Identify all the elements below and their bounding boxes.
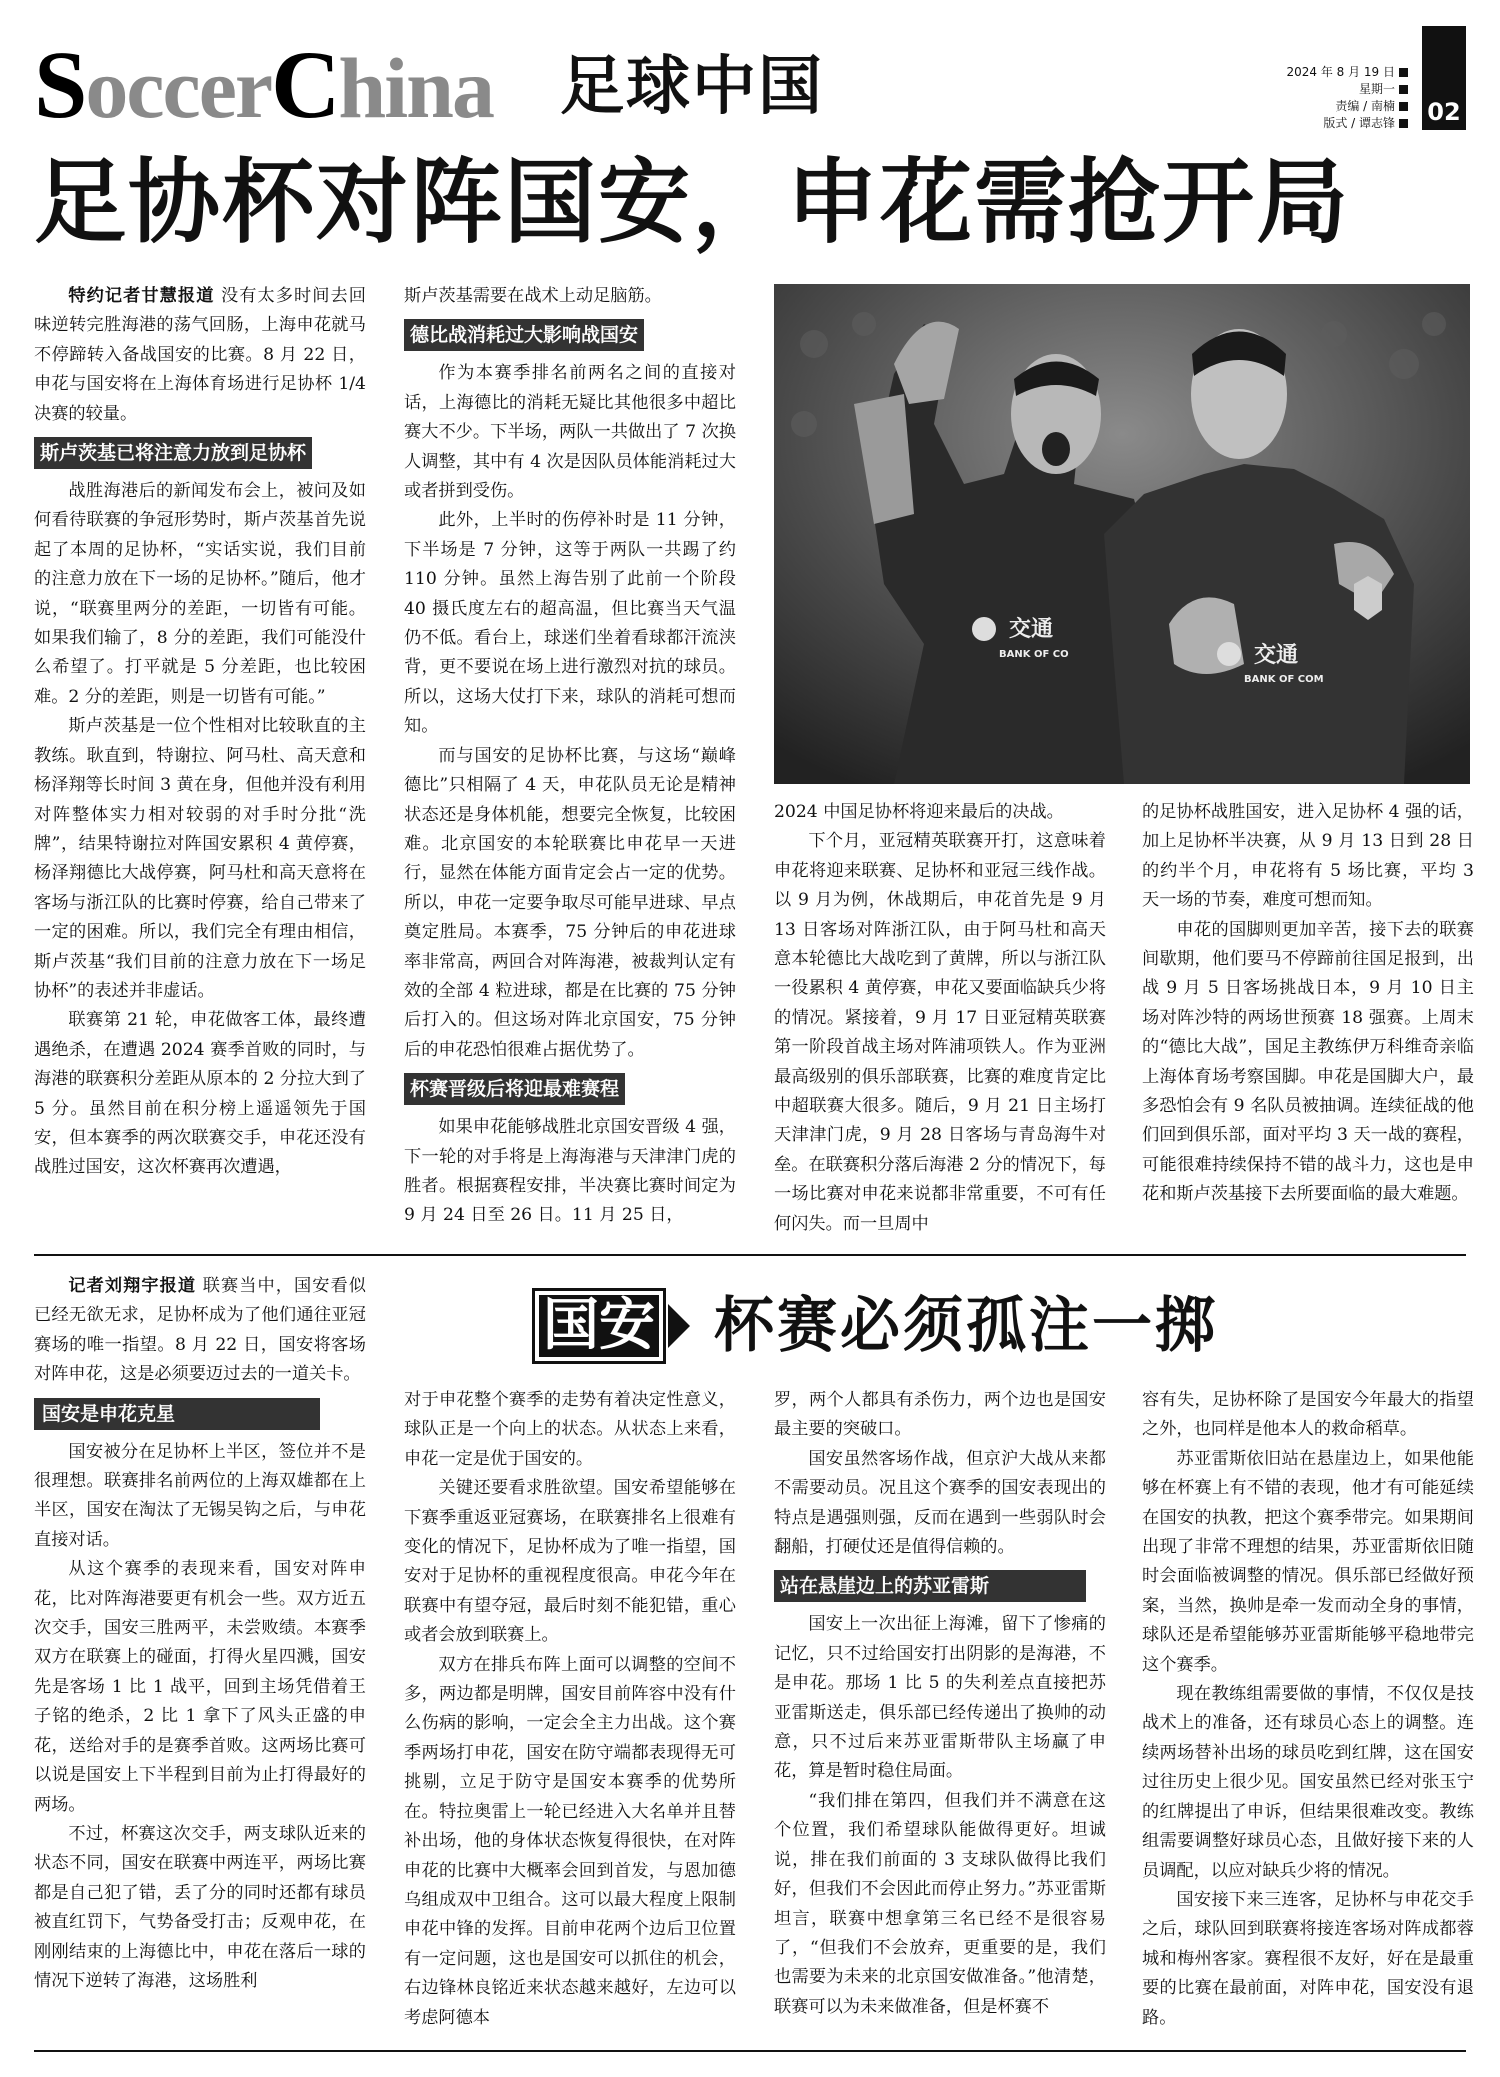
- article1-paragraph: 2024 中国足协杯将迎来最后的决战。: [774, 802, 1064, 822]
- article1-subheading-3: 杯赛晋级后将迎最难赛程: [404, 1073, 625, 1105]
- article1-paragraph: 申花的国脚则更加辛苦，接下去的联赛间歇期，他们要马不停蹄前往国足报到，出战 9 月 5 日客场挑战日本，9 月 10 日主场对阵沙特的两场世预赛 18 强赛。上周末的“德比大战”，国足主教练伊万科维奇亲临上海体育场考察国脚。申花是国脚大户，最多恐怕会有 9 名队员被抽调。连续征战的他们回到俱乐部，面对平均 3 天一战的赛程，可能很难持续保持不错的战斗力，这也是申花和斯卢茨基接下去所要面临的最大难题。: [1142, 919, 1474, 1205]
- article2-paragraph: 国安虽然客场作战，但京沪大战从来都不需要动员。况且这个赛季的国安表现出的特点是遇强则强，反而在遇到一些弱队时会翻船，打硬仗还是值得信赖的。: [774, 1448, 1106, 1558]
- article2-paragraph: 国安被分在足协杯上半区，签位并不是很理想。联赛排名前两位的上海双雄都在上半区，国安在淘汰了无锡吴钩之后，与申花直接对话。: [34, 1441, 366, 1550]
- article2-paragraph: 不过，杯赛这次交手，两支球队近来的状态不同，国安在联赛中两连平，两场比赛都是自己犯了错，丢了分的同时还都有球员被直红罚下，气势备受打击；反观申花，在刚刚结束的上海德比中，申花在落后一球的情况下逆转了海港，这场胜利: [34, 1823, 366, 1991]
- article1-paragraph: 此外，上半时的伤停补时是 11 分钟，下半场是 7 分钟，这等于两队一共踢了约 110 分钟。虽然上海告别了此前一个阶段 40 摄氏度左右的超高温，但比赛当天气温仍不低。看台上，球迷们坐着看球都汗流浃背，更不要说在场上进行激烈对抗的球员。所以，这场大仗打下来，球队的消耗可想而知。: [404, 510, 736, 737]
- article2-title-text: 杯赛必须孤注一掷: [714, 1291, 1218, 1361]
- players-celebration-photo: [774, 284, 1470, 784]
- article1-column-4: [1142, 798, 1474, 1210]
- article2-paragraph: 联赛当中，国安看似已经无欲无求，足协杯成为了他们通往亚冠赛场的唯一指望。8 月 22 日，国安将客场对阵申花，这是必须要迈过去的一道关卡。: [34, 1276, 366, 1385]
- square-icon: [1399, 119, 1408, 128]
- logo-c: C: [271, 31, 339, 138]
- article1-paragraph: 斯卢茨基需要在战术上动足脑筋。: [404, 286, 662, 306]
- logo-hina: hina: [338, 40, 493, 136]
- article2-paragraph: 双方在排兵布阵上面可以调整的空间不多，两边都是明牌，国安目前阵容中没有什么伤病的影响，一定会全主力出战。这个赛季两场打申花，国安在防守端都表现得无可挑剔，立足于防守是国安本赛季的优势所在。特拉奥雷上一轮已经进入大名单并且替补出场，他的身体状态恢复得很快，在对阵申花的比赛中大概率会回到首发，与恩加德乌组成双中卫组合。这可以最大程度上限制申花中锋的发挥。目前申花两个边后卫位置有一定问题，这也是国安可以抓住的机会，右边锋林良铭近来状态越来越好，左边可以考虑阿德本: [404, 1654, 736, 2028]
- square-icon: [1399, 68, 1408, 77]
- article2-paragraph: 关键还要看求胜欲望。国安希望能够在下赛季重返亚冠赛场，在联赛排名上很难有变化的情况下，足协杯成为了唯一指望，国安对于足协杯的重视程度很高。申花今年在联赛中有望夺冠，最后时刻不能犯错，重心或者会放到联赛上。: [404, 1478, 736, 1646]
- issue-layout: [1286, 115, 1408, 132]
- issue-weekday: [1286, 81, 1408, 98]
- article2-title: [532, 1288, 1218, 1364]
- page-bottom-rule: [34, 2050, 1466, 2052]
- masthead-logo-cn: 足球中国: [560, 50, 824, 124]
- article2-paragraph: 对于申花整个赛季的走势有着决定性意义，球队正是一个向上的状态。从状态上来看，申花一定是优于国安的。: [404, 1390, 736, 1469]
- article2-column-4: [1142, 1386, 1474, 2033]
- article2-paragraph: 现在教练组需要做的事情，不仅仅是技战术上的准备，还有球员心态上的调整。连续两场替补出场的球员吃到红牌，这在国安过往历史上很少见。国安虽然已经对张玉宁的红牌提出了申诉，但结果很难改变。教练组需要调整好球员心态，且做好接下来的人员调配，以应对缺兵少将的情况。: [1142, 1684, 1474, 1881]
- issue-editor: [1286, 98, 1408, 115]
- article2-column-3: [774, 1386, 1106, 2022]
- article1-column-3: [774, 798, 1106, 1239]
- article2-paragraph: 国安接下来三连客，足协杯与申花交手之后，球队回到联赛将接连客场对阵成都蓉城和梅州客家。赛程很不友好，好在是最重要的比赛在最前面，对阵申花，国安没有退路。: [1142, 1889, 1474, 2028]
- article2-paragraph: “我们排在第四，但我们并不满意在这个位置，我们希望球队能做得更好。坦诚说，排在我们前面的 3 支球队做得比我们好，但我们不会因此而停止努力。”苏亚雷斯坦言，联赛中想拿第三名已经不是很容易了，“但我们不会放弃，更重要的是，我们也需要为未来的北京国安做准备。”他清楚，联赛可以为未来做准备，但是杯赛不: [774, 1790, 1106, 2017]
- arrow-icon: [668, 1304, 690, 1348]
- issue-meta: [1286, 64, 1408, 132]
- article2-paragraph: 罗，两个人都具有杀伤力，两个边也是国安最主要的突破口。: [774, 1390, 1106, 1440]
- article1-paragraph: 的足协杯战胜国安，进入足协杯 4 强的话，加上足协杯半决赛，从 9 月 13 日到 28 日的约半个月，申花将有 5 场比赛，平均 3 天一场的节奏，难度可想而知。: [1142, 802, 1474, 911]
- article1-paragraph: 如果申花能够战胜北京国安晋级 4 强，下一轮的对手将是上海海港与天津津门虎的胜者。根据赛程安排，半决赛比赛时间定为 9 月 24 日至 26 日。11 月 25 日，: [404, 1117, 736, 1226]
- article2-paragraph: 苏亚雷斯依旧站在悬崖边上，如果他能够在杯赛上有不错的表现，他才有可能延续在国安的执教，把这个赛季带完。如果期间出现了非常不理想的结果，苏亚雷斯依旧随时会面临被调整的情况。俱乐部已经做好预案，当然，换帅是牵一发而动全身的事情，球队还是希望能够苏亚雷斯能够平稳地带完这个赛季。: [1142, 1448, 1474, 1675]
- article2-title-box: 国安: [532, 1288, 666, 1364]
- article1-byline: 特约记者甘慧报道: [68, 286, 215, 306]
- article1-column-1: [34, 282, 366, 1183]
- issue-date-text: 2024 年 8 月 19 日: [1286, 65, 1395, 79]
- article2-byline: 记者刘翔宇报道: [68, 1276, 197, 1296]
- issue-date: [1286, 64, 1408, 81]
- sponsor-logo-right: 交通: [1254, 643, 1299, 668]
- article2-column-2: [404, 1386, 736, 2033]
- sponsor-logo-left-en: BANK OF CO: [999, 649, 1069, 660]
- issue-editor-text: 责编 / 南楠: [1335, 99, 1395, 113]
- article2-paragraph: 从这个赛季的表现来看，国安对阵申花，比对阵海港要更有机会一些。双方近五次交手，国安三胜两平，未尝败绩。本赛季双方在联赛上的碰面，打得火星四溅，国安先是客场 1 比 1 战平，回到主场凭借着王子铭的绝杀，2 比 1 拿下了风头正盛的申花，送给对手的是赛季首败。这两场比赛可以说是国安上下半程到目前为止打得最好的两场。: [34, 1559, 366, 1815]
- sponsor-logo-left: 交通: [1009, 617, 1054, 642]
- masthead-logo-en: [34, 31, 493, 138]
- article2-column-1: [34, 1272, 366, 1996]
- article1-paragraph: 下个月，亚冠精英联赛开打，这意味着申花将迎来联赛、足协杯和亚冠三线作战。以 9 月为例，休战期后，申花首先是 9 月 13 日客场对阵浙江队，由于阿马杜和高天意本轮德比大战吃到了黄牌，所以与浙江队一役累积 4 黄停赛，申花又要面临缺兵少将的情况。紧接着，9 月 17 日亚冠精英联赛第一阶段首战主场对阵浦项铁人。作为亚洲最高级别的俱乐部联赛，比赛的难度肯定比中超联赛大很多。随后，9 月 21 日主场打天津津门虎，9 月 28 日客场与青岛海牛对垒。在联赛积分落后海港 2 分的情况下，每一场比赛对申花来说都非常重要，不可有任何闪失。而一旦周中: [774, 831, 1106, 1234]
- issue-weekday-text: 星期一: [1358, 82, 1395, 96]
- article1-paragraph: 斯卢茨基是一位个性相对比较耿直的主教练。耿直到，特谢拉、阿马杜、高天意和杨泽翔等长时间 3 黄在身，但他并没有利用对阵整体实力相对较弱的对手时分批“洗牌”，结果特谢拉对阵国安累积 4 黄停赛，杨泽翔德比大战停赛，阿马杜和高天意将在客场与浙江队的比赛时停赛，给自己带来了一定的困难。所以，我们完全有理由相信，斯卢茨基“我们目前的注意力放在下一场足协杯”的表述并非虚话。: [34, 716, 366, 1001]
- article1-paragraph: 联赛第 21 轮，申花做客工体，最终遭遇绝杀，在遭遇 2024 赛季首败的同时，与海港的联赛积分差距从原本的 2 分拉大到了 5 分。虽然目前在积分榜上遥遥领先于国安，但本赛季的两次联赛交手，申花还没有战胜过国安，这次杯赛再次遭遇，: [34, 1010, 366, 1178]
- article2-paragraph: 容有失，足协杯除了是国安今年最大的指望之外，也同样是他本人的救命稻草。: [1142, 1390, 1474, 1440]
- article-divider: [34, 1254, 1466, 1256]
- logo-s: S: [34, 31, 86, 138]
- article1-subheading-2: 德比战消耗过大影响战国安: [404, 319, 644, 351]
- article2-subheading-1: 国安是申花克星: [34, 1398, 320, 1430]
- photo-illustration: [774, 284, 1470, 784]
- issue-layout-text: 版式 / 谭志锋: [1323, 116, 1395, 130]
- square-icon: [1399, 102, 1408, 111]
- article1-paragraph: 而与国安的足协杯比赛，与这场“巅峰德比”只相隔了 4 天，申花队员无论是精神状态还是身体机能，想要完全恢复，比较困难。北京国安的本轮联赛比申花早一天进行，显然在体能方面肯定会占一定的优势。所以，申花一定要争取尽可能早进球、早点奠定胜局。本赛季，75 分钟后的申花进球率非常高，两回合对阵海港，被裁判认定有效的全部 4 粒进球，都是在比赛的 75 分钟后打入的。但这场对阵北京国安，75 分钟后的申花恐怕很难占据优势了。: [404, 745, 736, 1060]
- article1-paragraph: 作为本赛季排名前两名之间的直接对话，上海德比的消耗无疑比其他很多中超比赛大不少。下半场，两队一共做出了 7 次换人调整，其中有 4 次是因队员体能消耗过大或者拼到受伤。: [404, 363, 736, 502]
- article1-column-2: [404, 282, 736, 1231]
- article2-paragraph: 国安上一次出征上海滩，留下了惨痛的记忆，只不过给国安打出阴影的是海港，不是申花。那场 1 比 5 的失利差点直接把苏亚雷斯送走，俱乐部已经传递出了换帅的动意，只不过后来苏亚雷斯带队主场赢了申花，算是暂时稳住局面。: [774, 1614, 1106, 1782]
- sponsor-logo-right-en: BANK OF COM: [1244, 674, 1324, 685]
- article2-subheading-2: 站在悬崖边上的苏亚雷斯: [774, 1570, 1086, 1602]
- logo-occer: occer: [85, 40, 272, 136]
- article1-subheading-1: 斯卢茨基已将注意力放到足协杯: [34, 437, 312, 469]
- article1-paragraph: 战胜海港后的新闻发布会上，被问及如何看待联赛的争冠形势时，斯卢茨基首先说起了本周的足协杯，“实话实说，我们目前的注意力放在下一场的足协杯。”随后，他才说，“联赛里两分的差距，一切皆有可能。如果我们输了，8 分的差距，我们可能没什么希望了。打平就是 5 分差距，也比较困难。2 分的差距，则是一切皆有可能。”: [34, 481, 366, 707]
- page-number: 02: [1422, 26, 1466, 130]
- article1-headline: 足协杯对阵国安，申花需抢开局: [34, 149, 1351, 256]
- article1-paragraph: 没有太多时间去回味逆转完胜海港的荡气回肠，上海申花就马不停蹄转入备战国安的比赛。8 月 22 日，申花与国安将在上海体育场进行足协杯 1/4 决赛的较量。: [34, 286, 366, 424]
- square-icon: [1399, 85, 1408, 94]
